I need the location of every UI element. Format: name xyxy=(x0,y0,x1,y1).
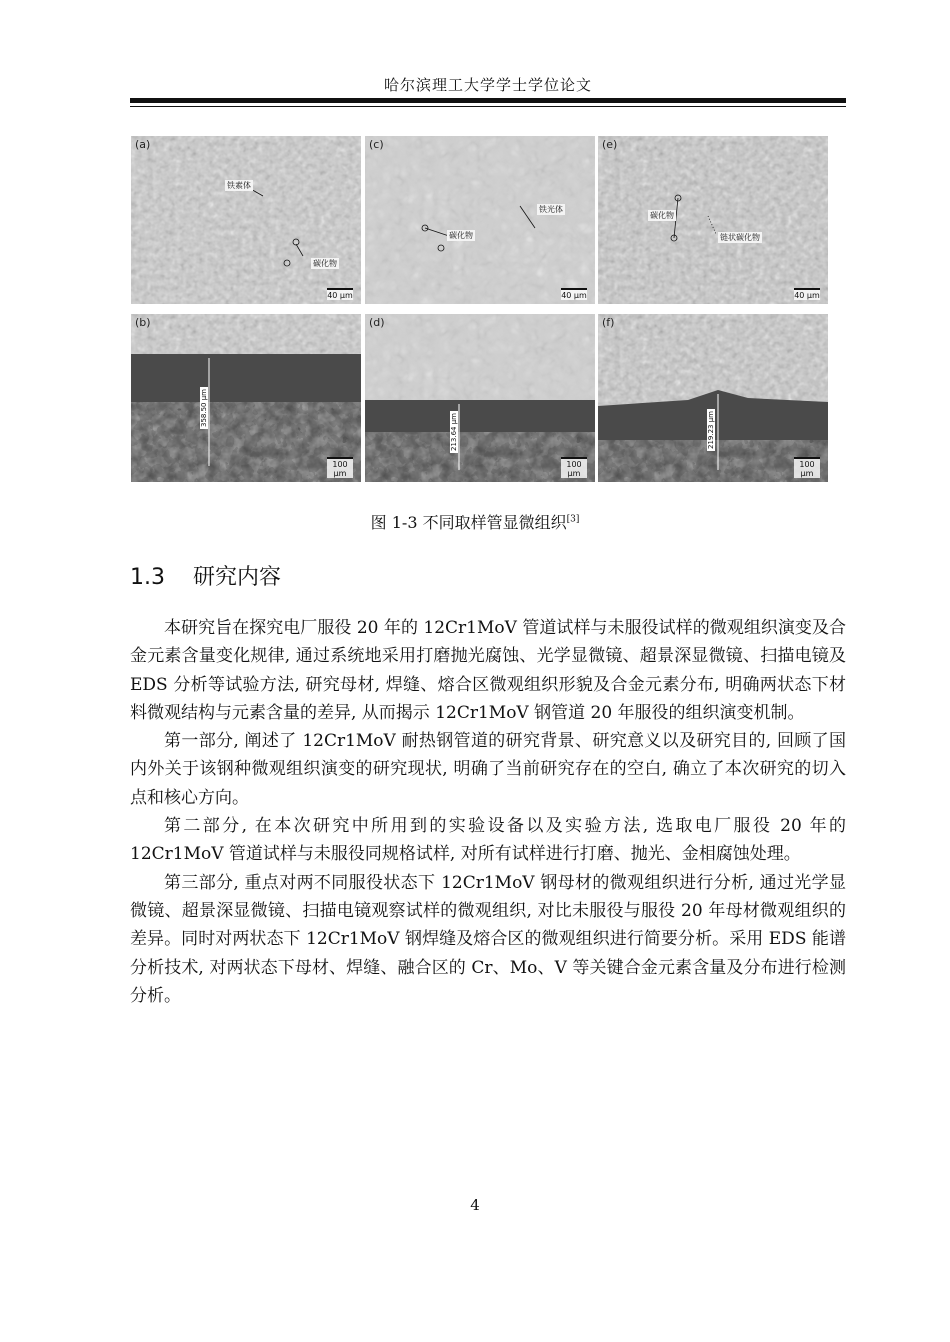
panel-label: (b) xyxy=(135,316,151,329)
header-rule-thin xyxy=(130,106,846,107)
annotation-carbide: 碳化物 xyxy=(650,211,674,220)
thickness-measurement: 358.50 μm xyxy=(200,389,208,427)
header-rule-thick xyxy=(130,98,846,103)
annotation-carbide: 碳化物 xyxy=(313,259,337,268)
section-title: 研究内容 xyxy=(193,565,282,590)
panel-label: (a) xyxy=(135,138,151,151)
panel-label: (f) xyxy=(602,316,615,329)
scale-bar: 100 μm xyxy=(794,457,820,478)
micrograph-panel-a xyxy=(131,136,361,304)
scale-bar: 100 μm xyxy=(327,457,353,478)
annotation-carbide: 碳化物 xyxy=(449,231,473,240)
paragraph: 第三部分, 重点对两不同服役状态下 12Cr1MoV 钢母材的微观组织进行分析, 通过光学显微镜、超景深显微镜、扫描电镜观察试样的微观组织, 对比未服役与服役 20 年母材微观组织的差异。同时对两状态下 12Cr1MoV 钢焊缝及熔合区的微观组织进行简要分析。采用 EDS 能谱分析技术, 对两状态下母材、焊缝、融合区的 Cr、Mo、V 等关键合金元素含量及分布进行检测分析。 xyxy=(130,872,846,1006)
paragraph: 第二部分, 在本次研究中所用到的实验设备以及实验方法, 选取电厂服役 20 年的 12Cr1MoV 管道试样与未服役同规格试样, 对所有试样进行打磨、抛光、金相腐蚀处理。 xyxy=(130,816,846,865)
scale-bar: 40 μm xyxy=(561,288,587,300)
body-text xyxy=(130,614,846,1010)
paragraph: 第一部分, 阐述了 12Cr1MoV 耐热钢管道的研究背景、研究意义以及研究目的, 回顾了国内外关于该钢种微观组织演变的研究现状, 明确了当前研究存在的空白, 确立了本次研究的切入点和核心方向。 xyxy=(130,731,846,808)
annotation-ferrite: 铁素体 xyxy=(227,181,251,190)
micrograph-panel-e xyxy=(598,136,828,304)
thickness-measurement: 219.23 μm xyxy=(707,411,715,449)
thickness-measurement: 213.64 μm xyxy=(450,413,458,451)
micrograph-panel-c xyxy=(365,136,595,304)
micrograph-panel-d xyxy=(365,314,595,482)
page-number: 4 xyxy=(470,1196,480,1214)
annotation-pearlite: 铁光体 xyxy=(539,205,563,214)
annotation-chain-carbide: 链状碳化物 xyxy=(720,233,760,242)
micrograph-figure xyxy=(131,136,828,484)
paragraph: 本研究旨在探究电厂服役 20 年的 12Cr1MoV 管道试样与未服役试样的微观组织演变及合金元素含量变化规律, 通过系统地采用打磨抛光腐蚀、光学显微镜、超景深显微镜、扫描电镜及 EDS 分析等试验方法, 研究母材, 焊缝、熔合区微观组织形貌及合金元素分布, 明确两状态下材料微观结构与元素含量的差异, 从而揭示 12Cr1MoV 钢管道 20 年服役的组织演变机制。 xyxy=(130,618,846,723)
section-heading xyxy=(130,560,281,591)
scale-bar: 40 μm xyxy=(327,288,353,300)
section-number: 1.3 xyxy=(130,565,165,590)
panel-label: (e) xyxy=(602,138,618,151)
figure-caption xyxy=(0,510,950,533)
panel-label: (c) xyxy=(369,138,384,151)
micrograph-panel-f xyxy=(598,314,828,482)
micrograph-panel-b xyxy=(131,314,361,482)
scale-bar: 100 μm xyxy=(561,457,587,478)
citation-ref: [3] xyxy=(566,514,580,525)
page-header: 哈尔滨理工大学学士学位论文 xyxy=(383,76,592,94)
caption-text: 图 1-3 不同取样管显微组织 xyxy=(370,513,567,532)
scale-bar: 40 μm xyxy=(794,288,820,300)
panel-label: (d) xyxy=(369,316,385,329)
